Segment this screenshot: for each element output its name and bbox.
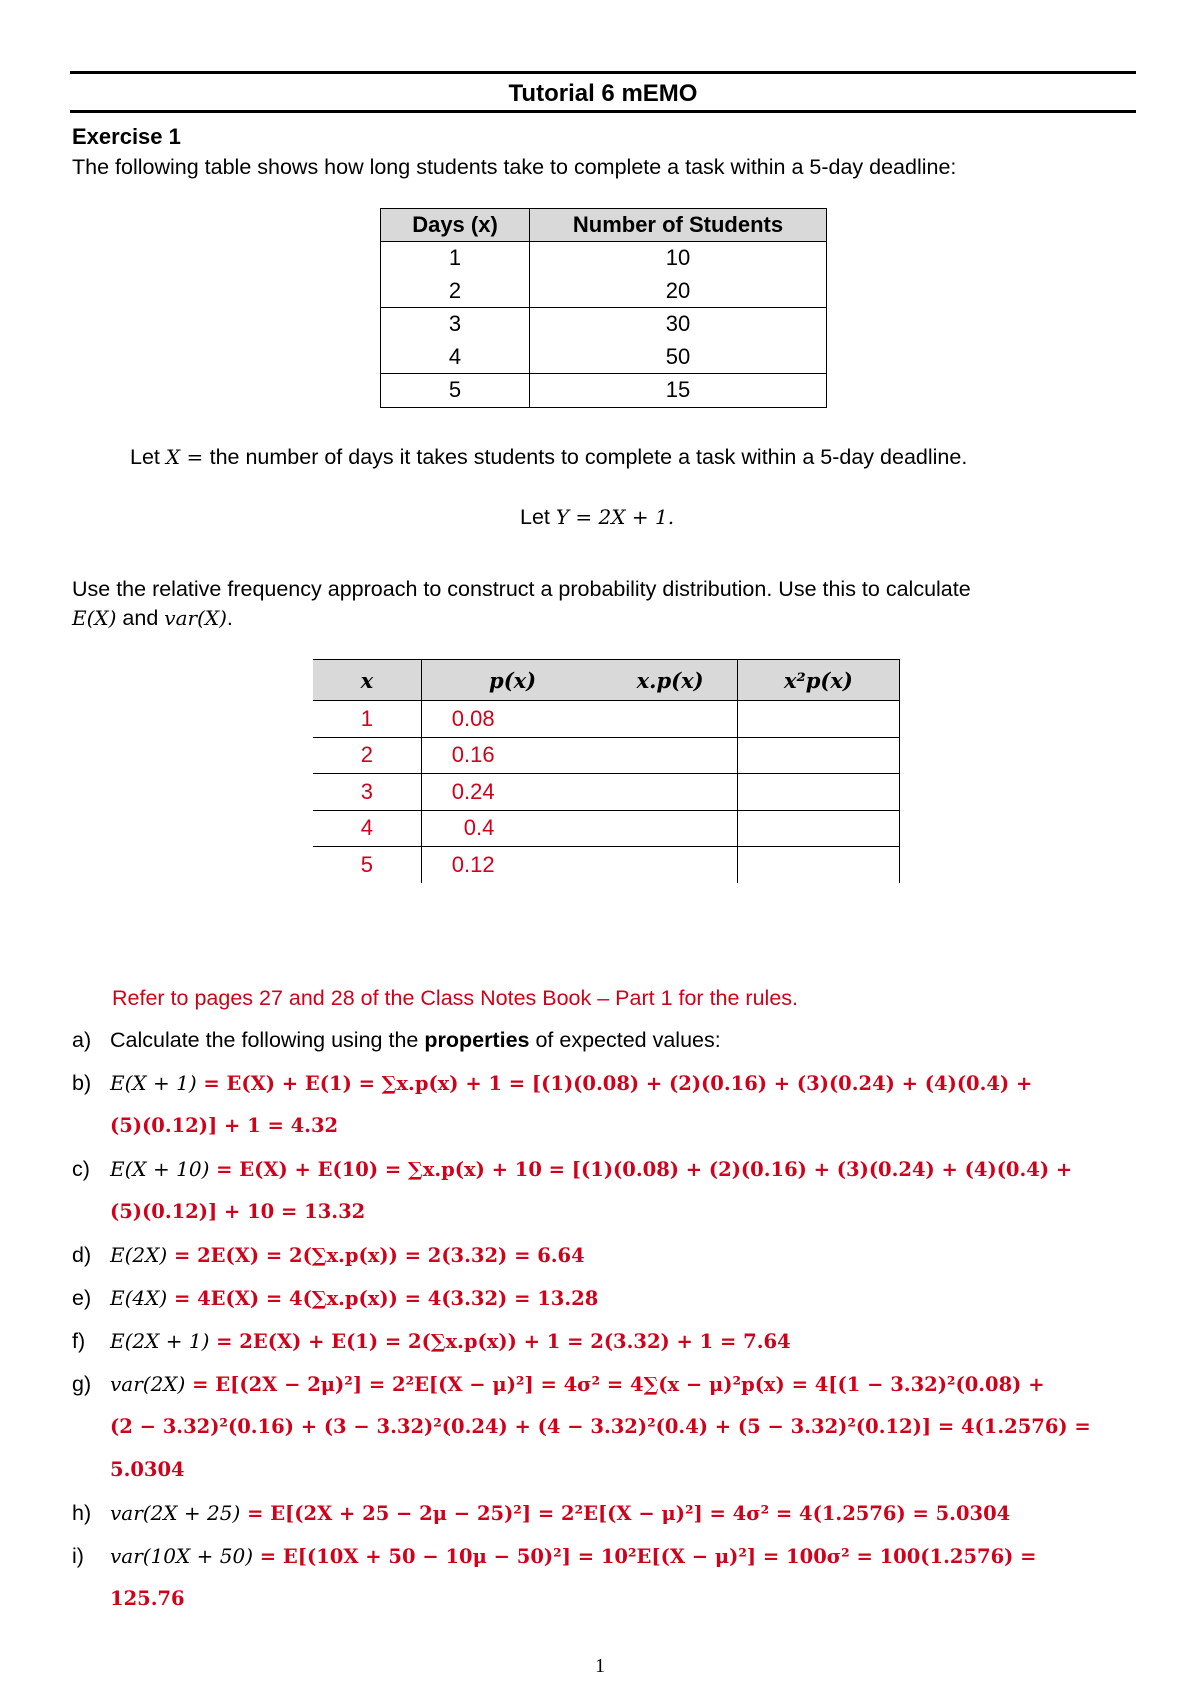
var-symbol: var(X) bbox=[164, 606, 227, 630]
px-cell: 0.4 bbox=[421, 810, 603, 847]
item-g-line3: 5.0304 bbox=[110, 1458, 185, 1481]
students-cell: 30 bbox=[530, 308, 827, 341]
table-row bbox=[313, 737, 900, 774]
days-cell: 5 bbox=[381, 374, 530, 408]
item-b-lhs: E(X + 1) bbox=[110, 1071, 197, 1095]
item-c-eq bbox=[110, 1157, 1072, 1182]
item-g-eq bbox=[110, 1372, 1045, 1397]
instruction-line1: Use the relative frequency approach to construct a probability distribution. Use this to calculate bbox=[72, 577, 971, 601]
table-row bbox=[381, 374, 827, 408]
x2px-cell bbox=[737, 737, 899, 774]
days-table bbox=[380, 208, 827, 408]
item-a bbox=[72, 1028, 721, 1053]
item-d bbox=[72, 1243, 585, 1268]
x-cell: 4 bbox=[313, 810, 421, 847]
table-row bbox=[313, 810, 900, 847]
item-label: f) bbox=[72, 1329, 86, 1353]
xpx-cell bbox=[603, 737, 737, 774]
item-f-line1: = 2E(X) + E(1) = 2(∑x.p(x)) + 1 = 2(3.32) + 1 = 7.64 bbox=[209, 1330, 791, 1353]
xpx-cell bbox=[603, 810, 737, 847]
let-x-var: X = bbox=[165, 445, 210, 469]
item-label: e) bbox=[72, 1286, 92, 1310]
item-b-line2: (5)(0.12)] + 1 = 4.32 bbox=[110, 1114, 339, 1137]
item-c-lhs: E(X + 10) bbox=[110, 1157, 210, 1181]
item-c-line1: = E(X) + E(10) = ∑x.p(x) + 10 = [(1)(0.08) + (2)(0.16) + (3)(0.24) + (4)(0.4) + bbox=[209, 1158, 1073, 1181]
item-b-line1: = E(X) + E(1) = ∑x.p(x) + 1 = [(1)(0.08) + (2)(0.16) + (3)(0.24) + (4)(0.4) + bbox=[196, 1072, 1033, 1095]
xpx-cell bbox=[603, 774, 737, 811]
x-header: x bbox=[313, 660, 421, 701]
table-row bbox=[381, 308, 827, 341]
let-y-prefix: Let bbox=[520, 505, 556, 529]
item-e-line1: = 4E(X) = 4(∑x.p(x)) = 4(3.32) = 13.28 bbox=[167, 1287, 599, 1310]
item-e bbox=[72, 1286, 599, 1311]
table-row bbox=[381, 242, 827, 275]
item-b bbox=[72, 1071, 1033, 1096]
item-i-eq bbox=[110, 1544, 1037, 1569]
item-label: c) bbox=[72, 1157, 90, 1181]
xpx-cell bbox=[603, 847, 737, 883]
item-a-text bbox=[110, 1028, 721, 1053]
item-g-lhs: var(2X) bbox=[110, 1372, 186, 1396]
item-e-eq bbox=[110, 1286, 598, 1311]
item-c-line2: (5)(0.12)] + 10 = 13.32 bbox=[110, 1200, 366, 1223]
let-x-prefix: Let bbox=[130, 445, 166, 469]
refer-note: Refer to pages 27 and 28 of the Class Notes Book – Part 1 for the rules. bbox=[112, 986, 799, 1010]
item-label: d) bbox=[72, 1243, 92, 1267]
item-h-eq bbox=[110, 1501, 1010, 1526]
item-h-line1: = E[(2X + 25 − 2μ − 25)²] = 2²E[(X − μ)²] = 4σ² = 4(1.2576) = 5.0304 bbox=[240, 1502, 1011, 1525]
item-a-pre: Calculate the following using the bbox=[110, 1028, 425, 1052]
x2px-header: x²p(x) bbox=[737, 660, 899, 701]
item-label: b) bbox=[72, 1071, 92, 1095]
probability-table bbox=[313, 659, 900, 883]
days-cell: 1 bbox=[381, 242, 530, 275]
title-rule bbox=[70, 110, 1136, 113]
item-i bbox=[72, 1544, 1037, 1569]
instruction-line2 bbox=[72, 606, 233, 631]
xpx-header: x.p(x) bbox=[603, 660, 737, 701]
item-d-eq bbox=[110, 1243, 585, 1268]
x2px-cell bbox=[737, 847, 899, 883]
x2px-cell bbox=[737, 701, 899, 738]
let-y-statement bbox=[520, 505, 674, 530]
px-header: p(x) bbox=[421, 660, 603, 701]
x2px-cell bbox=[737, 774, 899, 811]
x2px-cell bbox=[737, 810, 899, 847]
item-g-line1: = E[(2X − 2μ)²] = 2²E[(X − μ)²] = 4σ² = 4∑(x − μ)²p(x) = 4[(1 − 3.32)²(0.08) + bbox=[185, 1373, 1045, 1396]
table-row bbox=[313, 774, 900, 811]
let-y-math: Y = 2X + 1. bbox=[555, 505, 675, 529]
exercise-heading: Exercise 1 bbox=[72, 124, 181, 149]
px-cell: 0.12 bbox=[421, 847, 603, 883]
xpx-cell bbox=[603, 701, 737, 738]
students-header: Number of Students bbox=[530, 209, 827, 242]
top-rule bbox=[70, 71, 1136, 74]
item-d-lhs: E(2X) bbox=[110, 1243, 168, 1267]
table-row bbox=[381, 341, 827, 374]
item-label: g) bbox=[72, 1372, 92, 1396]
x-cell: 1 bbox=[313, 701, 421, 738]
table-row bbox=[381, 275, 827, 308]
item-label: i) bbox=[72, 1544, 84, 1568]
days-cell: 3 bbox=[381, 308, 530, 341]
item-f bbox=[72, 1329, 791, 1354]
px-cell: 0.08 bbox=[421, 701, 603, 738]
item-f-eq bbox=[110, 1329, 791, 1354]
ex-symbol: E(X) bbox=[72, 606, 117, 630]
item-e-lhs: E(4X) bbox=[110, 1286, 168, 1310]
students-cell: 15 bbox=[530, 374, 827, 408]
days-header: Days (x) bbox=[381, 209, 530, 242]
students-cell: 10 bbox=[530, 242, 827, 275]
item-b-eq bbox=[110, 1071, 1032, 1096]
item-i-line2: 125.76 bbox=[110, 1587, 185, 1610]
item-a-post: of expected values: bbox=[529, 1028, 721, 1052]
table-row bbox=[313, 847, 900, 883]
and-word: and bbox=[116, 606, 165, 630]
item-f-lhs: E(2X + 1) bbox=[110, 1329, 210, 1353]
instruction-end: . bbox=[226, 606, 233, 630]
page-number: 1 bbox=[595, 1655, 605, 1677]
students-cell: 20 bbox=[530, 275, 827, 308]
item-g bbox=[72, 1372, 1045, 1397]
let-x-rest: the number of days it takes students to complete a task within a 5-day deadline. bbox=[209, 445, 968, 469]
students-cell: 50 bbox=[530, 341, 827, 374]
item-i-lhs: var(10X + 50) bbox=[110, 1544, 253, 1568]
x-cell: 3 bbox=[313, 774, 421, 811]
days-cell: 2 bbox=[381, 275, 530, 308]
let-x-statement bbox=[130, 445, 967, 470]
item-h-lhs: var(2X + 25) bbox=[110, 1501, 241, 1525]
item-c bbox=[72, 1157, 1073, 1182]
item-d-line1: = 2E(X) = 2(∑x.p(x)) = 2(3.32) = 6.64 bbox=[167, 1244, 585, 1267]
item-label: h) bbox=[72, 1501, 92, 1525]
x-cell: 5 bbox=[360, 851, 374, 877]
px-cell: 0.24 bbox=[421, 774, 603, 811]
item-h bbox=[72, 1501, 1011, 1526]
days-cell: 4 bbox=[381, 341, 530, 374]
page-title: Tutorial 6 mEMO bbox=[508, 80, 698, 107]
px-cell: 0.16 bbox=[421, 737, 603, 774]
item-a-bold: properties bbox=[424, 1028, 530, 1052]
x-cell: 2 bbox=[313, 737, 421, 774]
item-g-line2: (2 − 3.32)²(0.16) + (3 − 3.32)²(0.24) + (4 − 3.32)²(0.4) + (5 − 3.32)²(0.12)] = 4(1.2576) = bbox=[110, 1415, 1091, 1438]
item-label: a) bbox=[72, 1028, 92, 1052]
intro-text: The following table shows how long students take to complete a task within a 5-day deadline: bbox=[72, 155, 957, 179]
table-row bbox=[313, 701, 900, 738]
item-i-line1: = E[(10X + 50 − 10μ − 50)²] = 10²E[(X − μ)²] = 100σ² = 100(1.2576) = bbox=[253, 1545, 1037, 1568]
